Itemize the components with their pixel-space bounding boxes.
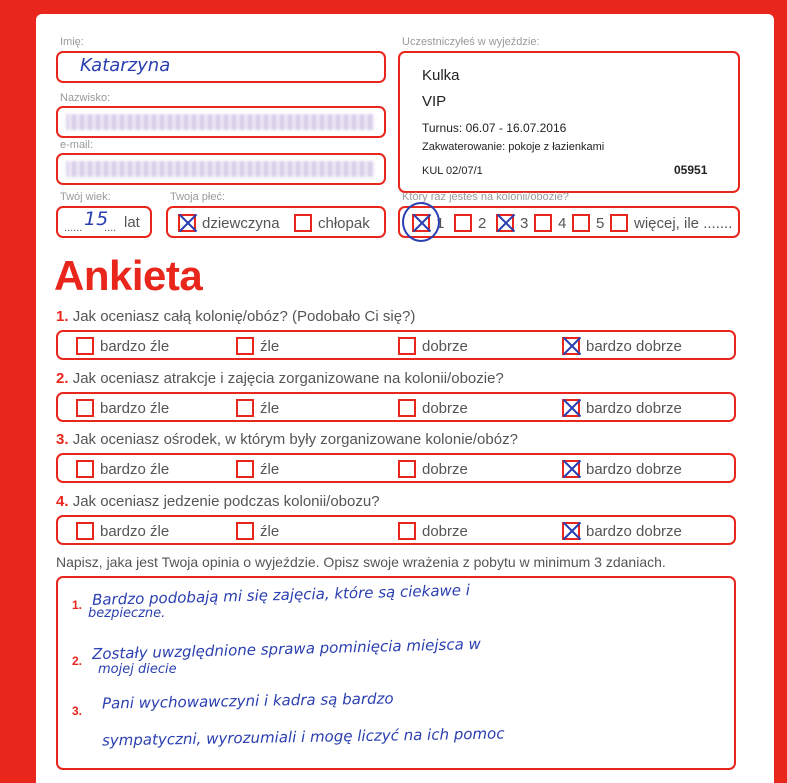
redacted-email xyxy=(66,161,374,177)
times-label-3: 3 xyxy=(520,214,529,232)
times-checkbox-2[interactable] xyxy=(454,214,472,232)
q1-option-bad[interactable]: źle xyxy=(236,337,279,355)
q4-option-very-good[interactable]: bardzo dobrze xyxy=(562,522,682,540)
age-value: 15 xyxy=(84,208,109,230)
times-field xyxy=(398,206,740,238)
question-4: 4. Jak oceniasz jedzenie podczas kolonii/obozu? xyxy=(56,493,380,510)
circle-mark xyxy=(402,202,440,242)
q4-option-good[interactable]: dobrze xyxy=(398,522,468,540)
q2-option-very-bad[interactable]: bardzo źle xyxy=(76,399,169,417)
gender-female-option[interactable] xyxy=(178,214,280,232)
trip-info-box xyxy=(398,51,740,193)
times-label: Który raz jesteś na kolonii/obozie? xyxy=(402,191,569,203)
opinion-line-1: Bardzo podobają mi się zajęcia, które są ciekawe i xyxy=(91,581,471,609)
times-checkbox-4[interactable] xyxy=(534,214,552,232)
opinion-line-2: bezpieczne. xyxy=(88,606,166,621)
name-field[interactable] xyxy=(56,51,386,83)
times-label-more: więcej, ile ....... xyxy=(634,214,733,232)
q2-option-good[interactable]: dobrze xyxy=(398,399,468,417)
times-label-2: 2 xyxy=(478,214,487,232)
trip-accommodation: Zakwaterowanie: pokoje z łazienkami xyxy=(422,141,605,153)
gender-male-label: chłopak xyxy=(318,214,370,232)
trip-code: KUL 02/07/1 xyxy=(422,165,483,177)
q1-option-good[interactable]: dobrze xyxy=(398,337,468,355)
times-option-3[interactable] xyxy=(496,214,528,232)
q3-option-very-good[interactable]: bardzo dobrze xyxy=(562,460,682,478)
age-field[interactable]: ...... 15 .... lat xyxy=(56,206,152,238)
opinion-line-3: Zostały uwzględnione sprawa pominięcia miejsca w xyxy=(91,634,482,664)
survey-sheet xyxy=(36,14,774,783)
survey-title: Ankieta xyxy=(54,252,203,299)
name-label: Imię: xyxy=(60,36,84,48)
times-label-5: 5 xyxy=(596,214,605,232)
email-label: e-mail: xyxy=(60,139,94,151)
times-checkbox-5[interactable] xyxy=(572,214,590,232)
name-value: Katarzyna xyxy=(80,55,171,76)
gender-field xyxy=(166,206,386,238)
question-3: 3. Jak oceniasz ośrodek, w którym były zorganizowane kolonie/obóz? xyxy=(56,431,518,448)
gender-label: Twoja płeć: xyxy=(170,191,226,203)
times-option-4[interactable] xyxy=(534,214,566,232)
trip-name: Kulka xyxy=(422,67,460,84)
opinion-prompt: Napisz, jaka jest Twoja opinia o wyjeździe. Opisz swoje wrażenia z pobytu w minimum 3 zdaniach. xyxy=(56,554,666,570)
q3-option-bad[interactable]: źle xyxy=(236,460,279,478)
opinion-box[interactable] xyxy=(56,576,736,770)
age-unit: lat xyxy=(124,214,140,231)
question-3-options xyxy=(56,453,736,483)
surname-label: Nazwisko: xyxy=(60,92,111,104)
opinion-number-1: 1. xyxy=(72,598,83,612)
gender-male-option[interactable] xyxy=(294,214,370,232)
opinion-number-2: 2. xyxy=(72,654,83,668)
q4-option-very-bad[interactable]: bardzo źle xyxy=(76,522,169,540)
times-option-more[interactable] xyxy=(610,214,732,232)
question-2: 2. Jak oceniasz atrakcje i zajęcia zorganizowane na kolonii/obozie? xyxy=(56,370,504,387)
gender-male-checkbox[interactable] xyxy=(294,214,312,232)
email-field[interactable] xyxy=(56,153,386,185)
times-checkbox-more[interactable] xyxy=(610,214,628,232)
redacted-surname xyxy=(66,114,374,130)
trip-variant: VIP xyxy=(422,93,447,110)
q4-option-bad[interactable]: źle xyxy=(236,522,279,540)
times-checkbox-3[interactable] xyxy=(496,214,514,232)
trip-turnus: Turnus: 06.07 - 16.07.2016 xyxy=(422,121,567,135)
q2-option-bad[interactable]: źle xyxy=(236,399,279,417)
times-label-4: 4 xyxy=(558,214,567,232)
question-1-options xyxy=(56,330,736,360)
opinion-line-6: sympatyczni, wyrozumiali i mogę liczyć na ich pomoc xyxy=(101,724,505,750)
question-4-options xyxy=(56,515,736,545)
gender-female-checkbox[interactable] xyxy=(178,214,196,232)
gender-female-label: dziewczyna xyxy=(202,214,280,232)
times-option-2[interactable] xyxy=(454,214,486,232)
question-1: 1. Jak oceniasz całą kolonię/obóz? (Podobało Ci się?) xyxy=(56,308,416,325)
age-label: Twój wiek: xyxy=(60,191,111,203)
q2-option-very-good[interactable]: bardzo dobrze xyxy=(562,399,682,417)
q3-option-good[interactable]: dobrze xyxy=(398,460,468,478)
opinion-line-5: Pani wychowawczyni i kadra są bardzo xyxy=(101,689,394,713)
q1-option-very-good[interactable]: bardzo dobrze xyxy=(562,337,682,355)
q1-option-very-bad[interactable]: bardzo źle xyxy=(76,337,169,355)
question-2-options xyxy=(56,392,736,422)
q3-option-very-bad[interactable]: bardzo źle xyxy=(76,460,169,478)
trip-number: 05951 xyxy=(674,163,708,177)
times-option-5[interactable] xyxy=(572,214,604,232)
opinion-number-3: 3. xyxy=(72,704,83,718)
participant-label: Uczestniczyłeś w wyjeździe: xyxy=(402,36,540,48)
opinion-line-4: mojej diecie xyxy=(98,662,177,677)
surname-field[interactable] xyxy=(56,106,386,138)
times-label-1: 1 xyxy=(436,214,445,232)
